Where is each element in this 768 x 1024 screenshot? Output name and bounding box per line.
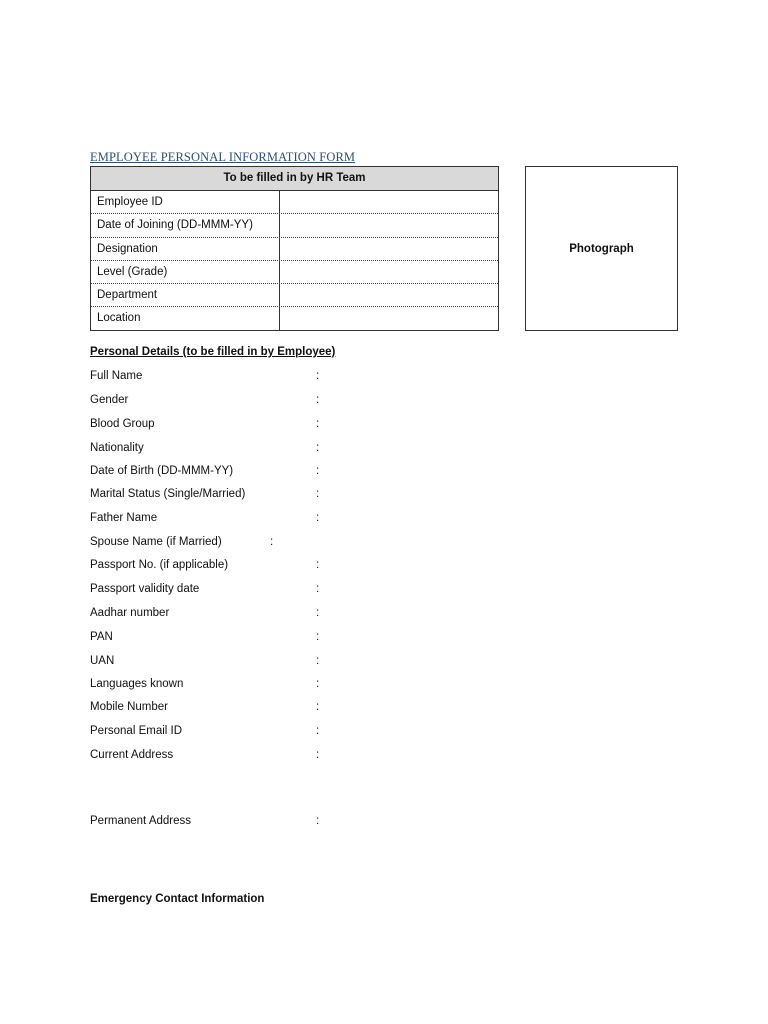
field-label-nationality: Nationality [90, 442, 144, 454]
personal-details-title: Personal Details (to be filled in by Employee) [90, 346, 336, 358]
hr-label-employee-id: Employee ID [91, 191, 280, 213]
field-colon: : [270, 536, 274, 548]
field-colon: : [316, 725, 320, 737]
field-colon: : [316, 749, 320, 761]
field-colon: : [316, 701, 320, 713]
field-label-mobile-number: Mobile Number [90, 701, 168, 713]
field-colon: : [316, 583, 320, 595]
hr-info-table [90, 166, 499, 331]
field-label-date-of-birth: Date of Birth (DD-MMM-YY) [90, 465, 234, 477]
photograph-box [525, 166, 678, 331]
hr-value-department[interactable] [280, 284, 498, 306]
field-colon: : [316, 655, 320, 667]
field-colon: : [316, 815, 320, 827]
hr-value-level[interactable] [280, 261, 498, 283]
table-row [91, 261, 498, 284]
form-title: EMPLOYEE PERSONAL INFORMATION FORM [90, 150, 356, 164]
field-colon: : [316, 418, 320, 430]
emergency-contact-title: Emergency Contact Information [90, 893, 265, 905]
table-row [91, 238, 498, 261]
field-label-full-name: Full Name [90, 370, 143, 382]
field-label-gender: Gender [90, 394, 129, 406]
field-label-blood-group: Blood Group [90, 418, 155, 430]
field-colon: : [316, 607, 320, 619]
table-row [91, 214, 498, 237]
field-label-aadhar-number: Aadhar number [90, 607, 170, 619]
field-label-permanent-address: Permanent Address [90, 815, 192, 827]
table-row [91, 191, 498, 214]
field-label-personal-email: Personal Email ID [90, 725, 183, 737]
field-colon: : [316, 465, 320, 477]
field-colon: : [316, 678, 320, 690]
hr-value-employee-id[interactable] [280, 191, 498, 213]
field-colon: : [316, 394, 320, 406]
hr-value-designation[interactable] [280, 238, 498, 260]
hr-value-location[interactable] [280, 307, 498, 330]
hr-label-department: Department [91, 284, 280, 306]
table-row [91, 284, 498, 307]
photograph-label: Photograph [569, 242, 634, 255]
hr-value-date-of-joining[interactable] [280, 214, 498, 236]
field-colon: : [316, 370, 320, 382]
field-colon: : [316, 488, 320, 500]
hr-table-header: To be filled in by HR Team [91, 167, 498, 191]
field-colon: : [316, 512, 320, 524]
field-label-passport-no: Passport No. (if applicable) [90, 559, 229, 571]
field-label-uan: UAN [90, 655, 115, 667]
field-label-marital-status: Marital Status (Single/Married) [90, 488, 246, 500]
table-row [91, 307, 498, 330]
field-label-pan: PAN [90, 631, 113, 643]
field-label-father-name: Father Name [90, 512, 158, 524]
hr-label-location: Location [91, 307, 280, 330]
field-label-current-address: Current Address [90, 749, 174, 761]
field-colon: : [316, 442, 320, 454]
hr-label-date-of-joining: Date of Joining (DD-MMM-YY) [91, 214, 280, 236]
hr-label-designation: Designation [91, 238, 280, 260]
field-label-spouse-name: Spouse Name (if Married) [90, 536, 222, 548]
field-colon: : [316, 631, 320, 643]
field-label-languages-known: Languages known [90, 678, 184, 690]
hr-label-level: Level (Grade) [91, 261, 280, 283]
field-label-passport-validity: Passport validity date [90, 583, 200, 595]
field-colon: : [316, 559, 320, 571]
